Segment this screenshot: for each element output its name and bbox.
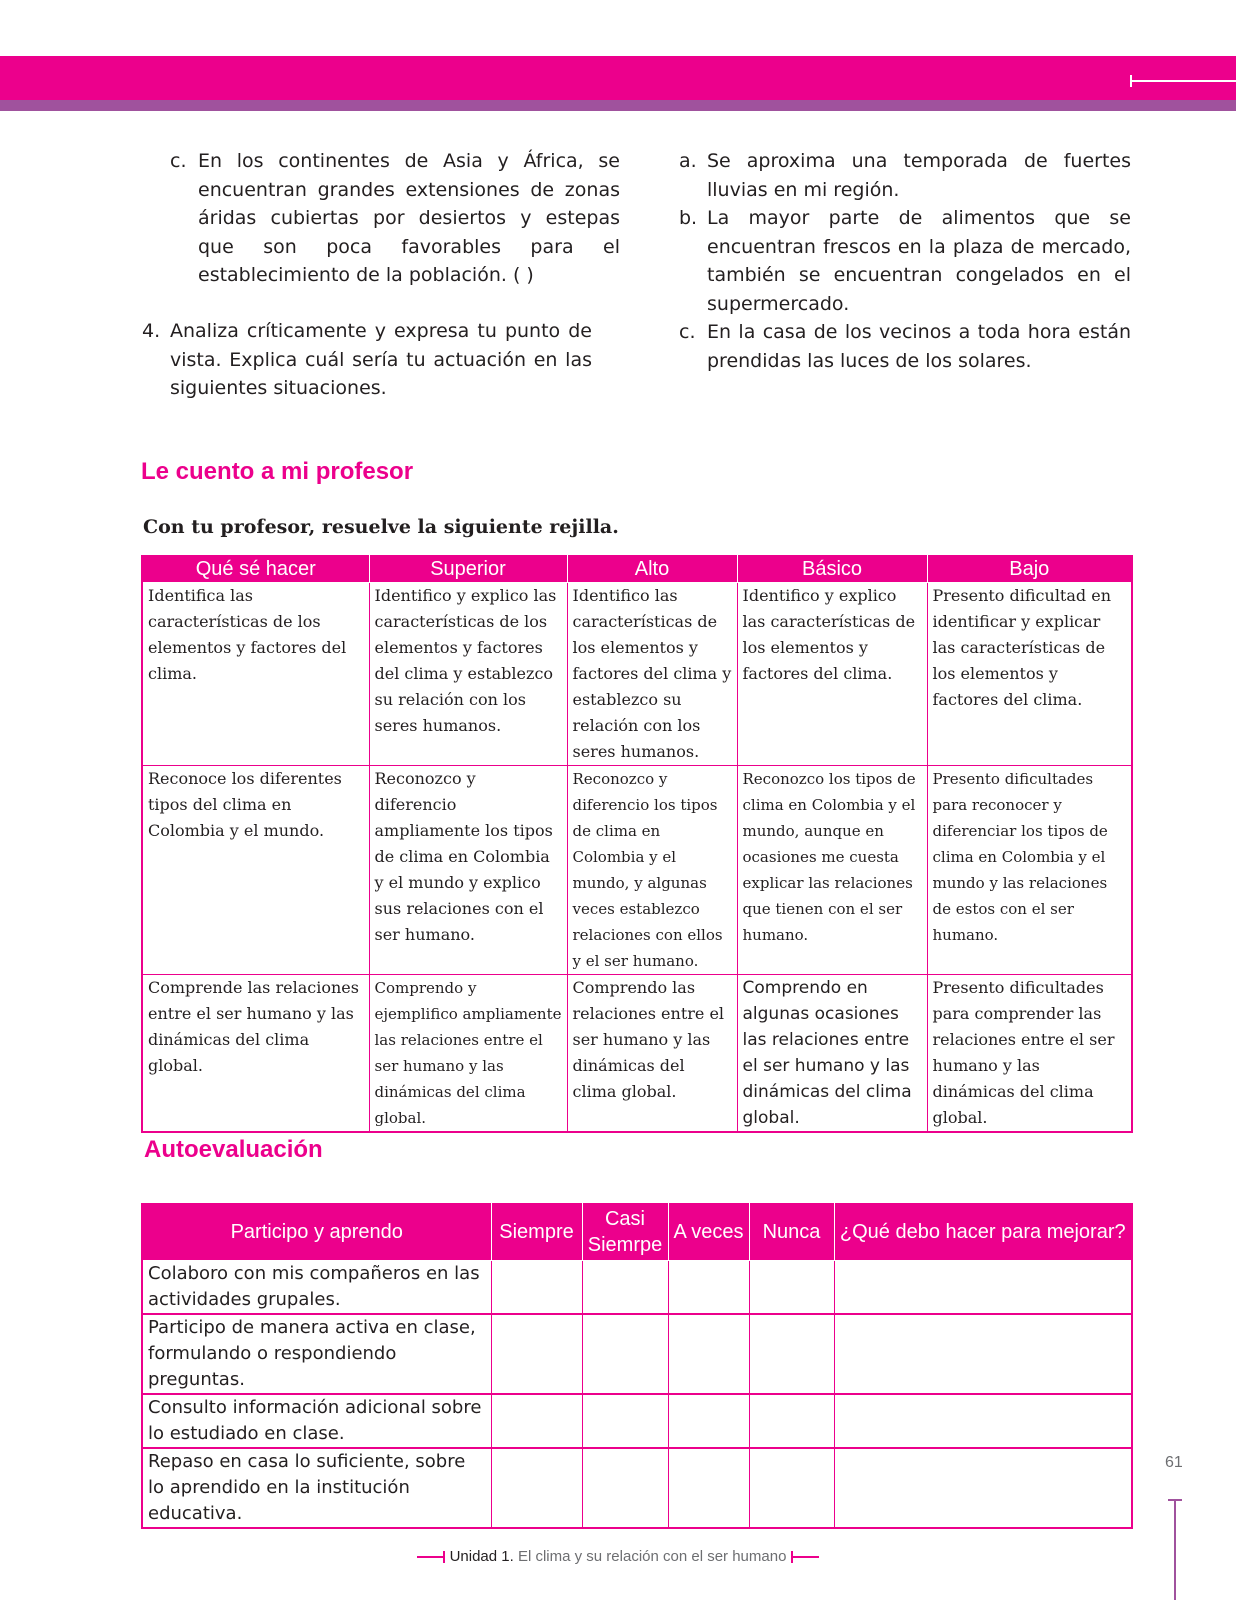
answer-cell-casi-siempre[interactable] xyxy=(582,1314,668,1394)
header-tick xyxy=(1130,75,1132,87)
answer-cell-casi-siempre[interactable] xyxy=(582,1394,668,1448)
item-marker: 4. xyxy=(142,320,161,342)
answer-cell-nunca[interactable] xyxy=(749,1314,834,1394)
table-row xyxy=(142,1314,1132,1394)
table-row xyxy=(142,766,1132,975)
header-strip xyxy=(0,100,1236,111)
rubric-header: Básico xyxy=(737,556,927,583)
situation-item xyxy=(679,147,1131,204)
autoevaluacion-header: Participo y aprendo xyxy=(142,1204,491,1261)
footer-title: El clima y su relación con el ser humano xyxy=(517,1548,787,1565)
answer-cell-mejorar[interactable] xyxy=(834,1448,1132,1528)
table-cell: Identifico y explico las características de los elementos y factores del clima. xyxy=(737,583,927,766)
table-cell: Identifico las características de los elementos y factores del clima y establezco su relación con los seres humanos. xyxy=(567,583,737,766)
answer-cell-nunca[interactable] xyxy=(749,1394,834,1448)
answer-cell-a-veces[interactable] xyxy=(668,1261,749,1315)
header-bar xyxy=(0,56,1236,100)
table-cell: Comprendo las relaciones entre el ser humano y las dinámicas del clima global. xyxy=(567,975,737,1133)
answer-cell-a-veces[interactable] xyxy=(668,1448,749,1528)
footer-unit: Unidad 1. xyxy=(449,1548,514,1565)
answer-cell-casi-siempre[interactable] xyxy=(582,1448,668,1528)
answer-cell-siempre[interactable] xyxy=(491,1394,582,1448)
table-cell: Reconozco y diferencio ampliamente los tipos de clima en Colombia y el mundo y explico sus relaciones con el ser humano. xyxy=(369,766,567,975)
table-cell: Identifica las características de los elementos y factores del clima. xyxy=(142,583,369,766)
rubric-header: Bajo xyxy=(927,556,1132,583)
exercise-item-c xyxy=(170,147,620,290)
section-title-autoevaluacion: Autoevaluación xyxy=(144,1136,323,1163)
item-text: Se aproxima una temporada de fuertes lluvias en mi región. xyxy=(707,150,1131,201)
autoevaluacion-header: A veces xyxy=(668,1204,749,1261)
table-cell: Presento dificultades para reconocer y diferenciar los tipos de clima en Colombia y el mundo y las relaciones de estos con el ser humano. xyxy=(927,766,1132,975)
table-row xyxy=(142,975,1132,1133)
table-cell: Comprende las relaciones entre el ser humano y las dinámicas del clima global. xyxy=(142,975,369,1133)
rubric-header-row xyxy=(142,556,1132,583)
situations-list xyxy=(679,147,1131,375)
footer xyxy=(0,1548,1236,1565)
self-eval-statement: Consulto información adicional sobre lo estudiado en clase. xyxy=(142,1394,491,1448)
answer-cell-nunca[interactable] xyxy=(749,1448,834,1528)
item-text: La mayor parte de alimentos que se encuentran frescos en la plaza de mercado, también se encuentran congelados en el supermercado. xyxy=(707,207,1131,315)
rubric-table xyxy=(141,555,1133,1133)
table-row xyxy=(142,1448,1132,1528)
autoevaluacion-header: Casi Siemrpe xyxy=(582,1204,668,1261)
answer-cell-nunca[interactable] xyxy=(749,1261,834,1315)
situation-item xyxy=(679,318,1131,375)
exercise-item-4 xyxy=(142,317,592,403)
autoevaluacion-header: Nunca xyxy=(749,1204,834,1261)
situation-item xyxy=(679,204,1131,318)
item-marker: c. xyxy=(170,150,187,172)
answer-cell-mejorar[interactable] xyxy=(834,1261,1132,1315)
table-cell: Comprendo y ejemplifico ampliamente las relaciones entre el ser humano y las dinámicas del clima global. xyxy=(369,975,567,1133)
answer-cell-casi-siempre[interactable] xyxy=(582,1261,668,1315)
table-row xyxy=(142,1261,1132,1315)
answer-cell-a-veces[interactable] xyxy=(668,1314,749,1394)
autoevaluacion-header: ¿Qué debo hacer para mejorar? xyxy=(834,1204,1132,1261)
item-marker: a. xyxy=(679,150,697,172)
rubric-instruction: Con tu profesor, resuelve la siguiente rejilla. xyxy=(143,516,619,538)
table-cell: Presento dificultades para comprender las relaciones entre el ser humano y las dinámicas del clima global. xyxy=(927,975,1132,1133)
section-title-le-cuento: Le cuento a mi profesor xyxy=(141,458,414,485)
self-eval-statement: Participo de manera activa en clase, formulando o respondiendo preguntas. xyxy=(142,1314,491,1394)
item-text: Analiza críticamente y expresa tu punto de vista. Explica cuál sería tu actuación en las siguientes situaciones. xyxy=(170,320,592,399)
self-eval-statement: Repaso en casa lo suficiente, sobre lo aprendido en la institución educativa. xyxy=(142,1448,491,1528)
table-row xyxy=(142,583,1132,766)
self-eval-statement: Colaboro con mis compañeros en las actividades grupales. xyxy=(142,1261,491,1315)
autoevaluacion-header-row xyxy=(142,1204,1132,1261)
autoevaluacion-table xyxy=(141,1203,1133,1529)
table-cell: Reconozco y diferencio los tipos de clima en Colombia y el mundo, y algunas veces establezco relaciones con ellos y el ser humano. xyxy=(567,766,737,975)
answer-cell-mejorar[interactable] xyxy=(834,1394,1132,1448)
item-text: En los continentes de Asia y África, se encuentran grandes extensiones de zonas áridas cubiertas por desiertos y estepas que son poca favorables para el establecimiento de la población. ( ) xyxy=(198,150,620,286)
table-cell: Identifico y explico las características de los elementos y factores del clima y establezco su relación con los seres humanos. xyxy=(369,583,567,766)
answer-cell-siempre[interactable] xyxy=(491,1448,582,1528)
rubric-header: Alto xyxy=(567,556,737,583)
item-marker: c. xyxy=(679,321,696,343)
item-marker: b. xyxy=(679,207,698,229)
footer-rule-left xyxy=(417,1556,445,1558)
answer-cell-mejorar[interactable] xyxy=(834,1314,1132,1394)
item-text: En la casa de los vecinos a toda hora están prendidas las luces de los solares. xyxy=(707,321,1131,372)
answer-cell-siempre[interactable] xyxy=(491,1314,582,1394)
answer-cell-a-veces[interactable] xyxy=(668,1394,749,1448)
table-row xyxy=(142,1394,1132,1448)
autoevaluacion-header: Siempre xyxy=(491,1204,582,1261)
answer-cell-siempre[interactable] xyxy=(491,1261,582,1315)
page-number: 61 xyxy=(1165,1454,1183,1471)
table-cell: Reconozco los tipos de clima en Colombia y el mundo, aunque en ocasiones me cuesta explicar las relaciones que tienen con el ser humano. xyxy=(737,766,927,975)
rubric-header: Qué sé hacer xyxy=(142,556,369,583)
table-cell: Comprendo en algunas ocasiones las relaciones entre el ser humano y las dinámicas del clima global. xyxy=(737,975,927,1133)
header-rule xyxy=(1130,80,1236,82)
table-cell: Presento dificultad en identificar y explicar las características de los elementos y factores del clima. xyxy=(927,583,1132,766)
footer-rule-right xyxy=(791,1556,819,1558)
rubric-header: Superior xyxy=(369,556,567,583)
table-cell: Reconoce los diferentes tipos del clima en Colombia y el mundo. xyxy=(142,766,369,975)
